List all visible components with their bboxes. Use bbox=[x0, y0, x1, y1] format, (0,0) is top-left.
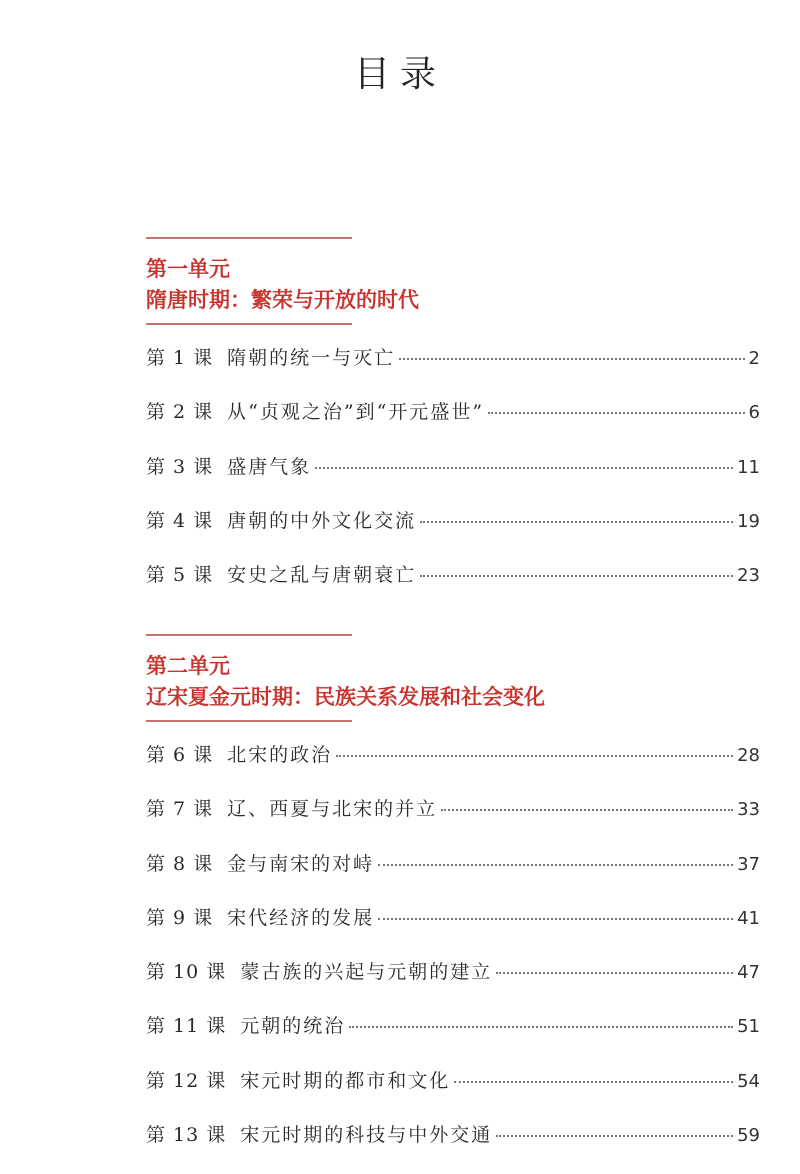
page-number: 47 bbox=[737, 962, 760, 984]
page-number: 19 bbox=[737, 510, 760, 532]
lesson-title: 宋元时期的都市和文化 bbox=[240, 1069, 451, 1092]
unit-title: 隋唐时期：繁荣与开放的时代 bbox=[146, 287, 419, 312]
dot-leader bbox=[315, 467, 733, 469]
lesson-number: 第 5 课 bbox=[146, 564, 214, 587]
dot-leader bbox=[378, 864, 733, 866]
lesson-number: 第 12 课 bbox=[146, 1069, 227, 1092]
toc-entry[interactable] bbox=[146, 1066, 760, 1120]
toc-entry[interactable] bbox=[146, 849, 760, 903]
unit-divider-top bbox=[146, 237, 352, 239]
toc-entry[interactable] bbox=[146, 397, 760, 451]
lesson-number: 第 6 课 bbox=[146, 744, 214, 766]
lesson-number: 第 3 课 bbox=[146, 455, 214, 478]
lesson-number: 第 1 课 bbox=[146, 347, 214, 369]
lesson-number: 第 13 课 bbox=[146, 1124, 227, 1147]
toc-entry[interactable] bbox=[146, 740, 760, 794]
lesson-title: 隋朝的统一与灭亡 bbox=[227, 347, 396, 369]
dot-leader bbox=[336, 755, 733, 757]
unit-divider-bottom bbox=[146, 323, 352, 325]
lesson-number: 第 9 课 bbox=[146, 906, 214, 929]
dot-leader bbox=[378, 918, 733, 920]
lesson-number: 第 10 课 bbox=[146, 961, 227, 984]
page-number: 23 bbox=[737, 565, 760, 587]
unit-header-2 bbox=[146, 634, 766, 722]
lesson-title: 安史之乱与唐朝衰亡 bbox=[227, 564, 417, 587]
toc-entry[interactable] bbox=[146, 452, 760, 506]
dot-leader bbox=[454, 1081, 733, 1083]
lesson-title: 北宋的政治 bbox=[227, 744, 333, 766]
page-number: 28 bbox=[737, 745, 760, 766]
dot-leader bbox=[349, 1026, 733, 1028]
lesson-list-unit-1 bbox=[146, 343, 760, 614]
toc-entry[interactable] bbox=[146, 560, 760, 614]
dot-leader bbox=[496, 1135, 733, 1137]
unit-header-1 bbox=[146, 237, 766, 325]
lesson-title: 唐朝的中外文化交流 bbox=[227, 509, 417, 532]
lesson-title: 宋元时期的科技与中外交通 bbox=[240, 1124, 493, 1147]
dot-leader bbox=[496, 972, 733, 974]
toc-entry[interactable] bbox=[146, 903, 760, 957]
lesson-number: 第 7 课 bbox=[146, 798, 214, 821]
lesson-title: 辽、西夏与北宋的并立 bbox=[227, 798, 438, 821]
unit-title: 辽宋夏金元时期：民族关系发展和社会变化 bbox=[146, 684, 545, 709]
toc-entry[interactable] bbox=[146, 343, 760, 397]
lesson-title: 盛唐气象 bbox=[227, 455, 312, 478]
page-number: 51 bbox=[737, 1016, 760, 1038]
toc-entry[interactable] bbox=[146, 794, 760, 848]
dot-leader bbox=[399, 358, 744, 360]
dot-leader bbox=[420, 575, 733, 577]
page-title: 目录 bbox=[353, 54, 446, 95]
lesson-number: 第 8 课 bbox=[146, 852, 214, 875]
lesson-list-unit-2 bbox=[146, 740, 760, 1174]
toc-entry[interactable] bbox=[146, 506, 760, 560]
page-number: 54 bbox=[737, 1070, 760, 1092]
lesson-number: 第 4 课 bbox=[146, 509, 214, 532]
dot-leader bbox=[441, 809, 733, 811]
page-number: 6 bbox=[748, 402, 760, 424]
page-number: 33 bbox=[737, 799, 760, 821]
unit-label: 第一单元 bbox=[146, 256, 230, 281]
page-number: 37 bbox=[737, 853, 760, 875]
page-number: 2 bbox=[748, 348, 760, 369]
page-number: 11 bbox=[737, 456, 760, 478]
lesson-title: 元朝的统治 bbox=[240, 1015, 346, 1038]
unit-label: 第二单元 bbox=[146, 653, 230, 678]
toc-entry[interactable] bbox=[146, 957, 760, 1011]
toc-entry[interactable] bbox=[146, 1011, 760, 1065]
lesson-title: 从“贞观之治”到“开元盛世” bbox=[227, 401, 485, 424]
lesson-title: 宋代经济的发展 bbox=[227, 906, 375, 929]
unit-divider-bottom bbox=[146, 720, 352, 722]
lesson-number: 第 11 课 bbox=[146, 1015, 227, 1038]
dot-leader bbox=[420, 521, 733, 523]
page-number: 59 bbox=[737, 1125, 760, 1147]
dot-leader bbox=[488, 412, 745, 414]
lesson-number: 第 2 课 bbox=[146, 401, 214, 424]
lesson-title: 金与南宋的对峙 bbox=[227, 852, 375, 875]
unit-divider-top bbox=[146, 634, 352, 636]
page-number: 41 bbox=[737, 907, 760, 929]
lesson-title: 蒙古族的兴起与元朝的建立 bbox=[240, 961, 493, 984]
toc-entry[interactable] bbox=[146, 1120, 760, 1174]
